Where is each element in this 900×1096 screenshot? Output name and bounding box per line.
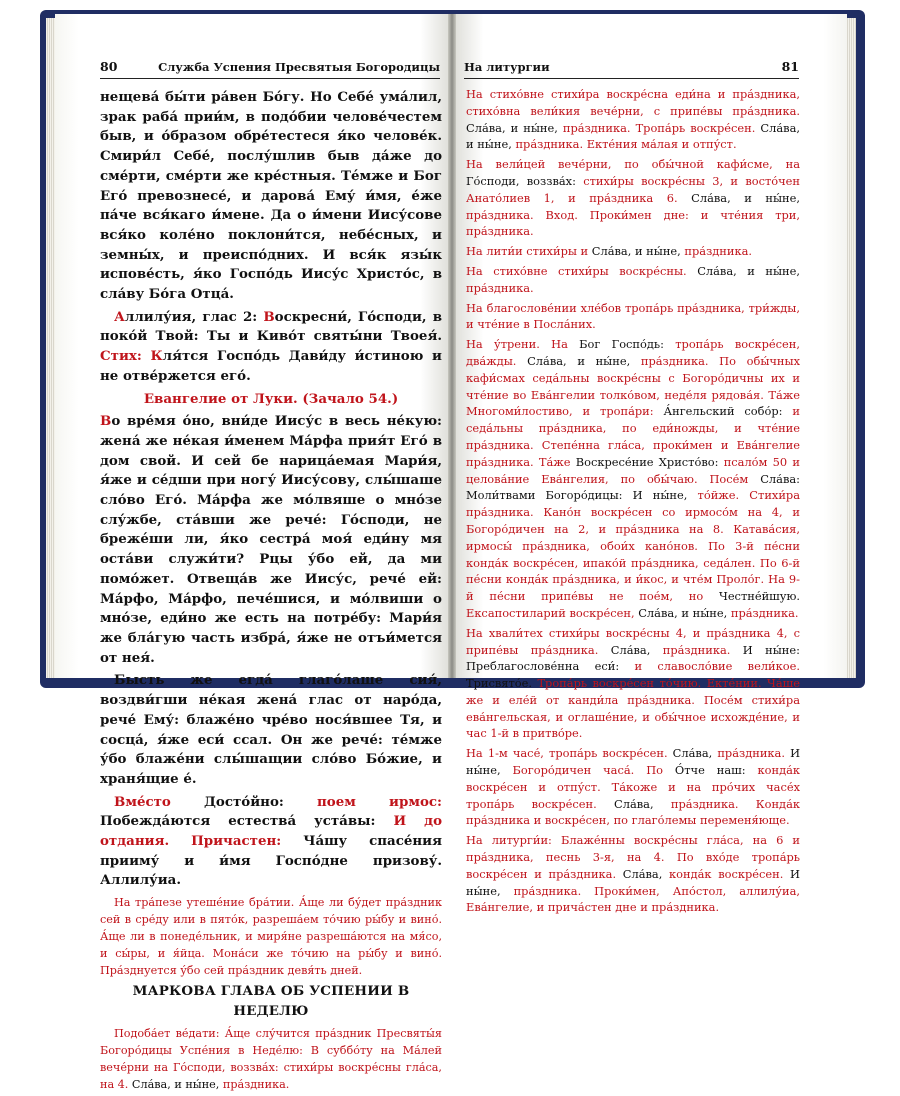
text-run: тропа́рь воскре́сен, два́жды. (466, 337, 800, 368)
text-run: К (150, 348, 163, 365)
text-run: Сла́ва, (672, 746, 718, 761)
text-run: Воскресе́ние Христо́во: (575, 454, 724, 469)
right-page-header (464, 58, 799, 79)
text-run: На 1-м часе́, тропа́рь воскре́сен. (466, 746, 673, 761)
text-run: пра́здника. (684, 244, 753, 259)
text-run: Сла́ва, и ны́не, (466, 120, 800, 152)
page-edges-right (846, 18, 856, 678)
text-run: ля́тся Госпо́дь Дави́ду и́стиною и не отве́ржется его́. (100, 348, 442, 384)
text-run: На тра́пезе утеше́ние бра́тии. А́ще ли бу́дет пра́здник сей в сре́ду или в пято́к, разреша́ем то́чию ры́бу и вино́. А́ще ли в понеде́льник, и миря́не разреша́ются на мя́со, и сы́ры, и я́йца. Мона́си же то́чию на ры́бу и вино́. Пра́зднуется у́бо сей пра́здник девя́ть дней. (100, 896, 442, 978)
paragraph (466, 300, 800, 334)
text-run: конда́к воскре́сен и отпу́ст. Та́коже и на про́чих часе́х тропа́рь воскре́сен. (466, 763, 800, 811)
paragraph (466, 243, 800, 260)
text-run: В (263, 308, 275, 325)
text-run: И ны́не: (742, 642, 800, 657)
text-run: Побежда́ются естества́ уста́вы: (100, 813, 394, 830)
text-run: На стихо́вне стихи́ра воскре́сна еди́на и пра́здника, стихо́вна вели́кия вече́рни, с припе́вы пра́здника. (466, 87, 800, 118)
text-run: О́тче наш: (674, 763, 758, 778)
text-run: Сла́ва, (614, 796, 671, 811)
paragraph (100, 671, 442, 789)
right-page (452, 14, 847, 915)
paragraph (466, 156, 800, 240)
left-page-header (100, 58, 440, 79)
text-run: И до отдания. Причастен: (100, 813, 442, 850)
left-page (55, 14, 452, 1091)
text-run: Честне́йшую. (719, 589, 800, 604)
text-run: Сла́ва, и ны́не, (466, 120, 563, 135)
text-run: Сла́ва, и ны́не, (131, 1077, 223, 1091)
text-run: Го́споди, воззва́х: (466, 173, 584, 188)
text-run: Ексапостиларий воскре́сен, (466, 605, 639, 620)
text-run: Ча́шу спасе́ния прииму́ и и́мя Госпо́дне призову́. Аллилу́иа. (100, 833, 442, 889)
text-run: о вре́мя о́но, вни́де Иису́с в весь не́кую: жена́ же не́кая и́менем Ма́рфа прия́т Его́ в дом свой. И сей бе нарица́емая Мари́я, я́же и се́дши при ногу́ Иису́сову, слы́шаше сло́во Его́. Ма́рфа же мо́лвяше о мно́зе слу́жбе, ста́вши же рече́: Го́споди, не брежéши ли, я́ко сестра́ моя́ еди́ну мя оста́ви служи́ти? Рцы у́бо ей, да ми помо́жет. Отвеща́в же Иису́с, рече́ ей: Ма́рфо, Ма́рфо, пече́шися, и мо́лвиши о мно́зе, еди́но же есть на потре́бу: Мари́я же бла́гую часть избра́, я́же не отъи́мется от нея́. (100, 413, 442, 666)
text-run: На у́трени. На (466, 337, 580, 352)
text-run: МАРКОВА ГЛАВА ОБ УСПЕНИИ В НЕДЕЛЮ (132, 983, 410, 1019)
paragraph (100, 1025, 442, 1093)
text-run: оскресни́, Го́споди, в поко́й Твой: Ты и Киво́т святы́ни Твоея́. (100, 308, 442, 345)
text-run: На хвали́тех стихи́ры воскре́сны 4, и пра́здника 4, с припе́вы пра́здника. (466, 625, 800, 657)
left-page-number: 80 (100, 59, 118, 74)
text-run: Сла́ва, и ны́не, (691, 190, 800, 205)
text-run: пра́здника. (466, 280, 534, 295)
section-heading (100, 390, 442, 410)
text-run: Досто́йно: (204, 793, 317, 810)
text-run: нещева́ бы́ти ра́вен Бо́гу. Но Себе́ ума́лил, зрак раба́ прии́м, в подо́бии челове́честем быв, и о́бразом обре́тестеся я́ко челове́к. Смири́л Себе́, послу́шлив быв да́же до сме́рти, сме́рти же кре́стныя. Тéмже и Бог Его́ превознесе́, и дарова́ Ему́ и́мя, е́же па́че вся́каго и́мене. Да о и́мени Иису́сове вся́ко коле́но поклони́тся, небе́сных, и земны́х, и преиспо́дних. И вся́к язы́к испове́сть, я́ко Госпо́дь Иису́с Христо́с, в сла́ву Бо́га Отца́. (100, 89, 442, 303)
paragraph (100, 793, 442, 892)
text-run: пра́здника. (730, 605, 799, 620)
paragraph (466, 832, 800, 916)
text-run: Сла́ва, и ны́не, (638, 605, 731, 620)
text-run: На вели́цей вече́рни, по обы́чной кафи́сме, на (466, 157, 800, 172)
right-running-title: На литургии (464, 60, 550, 74)
text-run: Стих: (100, 348, 151, 365)
text-run: пра́здника. Екте́ния ма́лая и отпу́ст. (515, 137, 737, 152)
text-run: конда́к воскре́сен. (669, 866, 791, 881)
text-run: На благослове́нии хле́бов тропа́рь пра́здника, три́жды, и чте́ние в Посла́них. (466, 300, 800, 332)
text-run: А (114, 308, 125, 325)
text-run: пра́здника. (717, 746, 791, 761)
paragraph (466, 263, 800, 297)
text-run: Евангелие от Луки. (Зачало 54.) (143, 390, 399, 407)
text-run: Сла́ва, и ны́не, (527, 353, 641, 368)
text-run: В (100, 413, 112, 430)
text-run: Тропа́рь воскре́сен то́чию. Екте́нии. Ча́ше же и еле́й от канди́ла пра́здника. Посе́м стихи́ра ева́нгельская, и оглаше́ние, и обы́чное исхожде́ние, и час 1-й в притво́ре. (466, 676, 800, 741)
text-run: На стихо́вне стихи́ры воскре́сны. (466, 263, 698, 278)
paragraph (100, 412, 442, 668)
right-page-number: 81 (781, 59, 799, 74)
text-run: пра́здника. Конда́к пра́здника и воскре́сен, по глаго́лемы переменя́юще. (466, 796, 800, 828)
paragraph (100, 88, 442, 305)
text-run: Сла́ва, (622, 866, 670, 881)
paragraph (466, 86, 800, 153)
text-run: А́нгельский собо́р: (663, 404, 793, 419)
text-run: ллилу́ия, глас 2: (124, 308, 264, 325)
text-run: Бог Госпо́дь: (579, 337, 676, 352)
text-run: стихи́ры воскре́сны 3, и восто́чен Анато́лиев 1, и пра́здника 6. (466, 173, 800, 205)
text-run: то́йже. Стихи́ра пра́здника. Кано́н воскре́сен со ирмосо́м на 4, и Богоро́дичен на 2, и пра́здника на 8. Катава́сия, ирмосы́ пра́здника, обои́х кано́нов. По 3-й пе́сни конда́к воскре́сен, ипако́й пра́здника, седа́лен. По 6-й пе́сни конда́к пра́здника, и и́кос, и чте́м Проло́г. На 9-й пе́сни припе́вы не пое́м, но (466, 488, 801, 604)
right-page-text (466, 86, 800, 919)
section-heading (100, 982, 442, 1021)
paragraph (466, 336, 800, 622)
text-run: На лити́и стихи́ры и (466, 244, 592, 259)
text-run: На литурги́и: Блаже́нны воскре́сны гла́са, на 6 и пра́здника, песнь 3-я, на 4. По вхо́де тропа́рь воскре́сен и пра́здника. (466, 833, 800, 881)
text-run: Богоро́дичен часа́. По (512, 763, 675, 778)
text-run: и седа́льны пра́здника, по еди́ножды, и чте́ние пра́здника. Степе́нна гла́са, проки́мен и Ева́нгелие пра́здника. Та́же (466, 404, 800, 469)
text-run: И ны́не, (466, 866, 800, 898)
text-run: Сла́ва, (610, 642, 663, 657)
text-run: Преблагослове́нна еси́: (466, 659, 635, 674)
text-run: Сла́ва, и ны́не, (697, 263, 800, 278)
book-gutter (448, 14, 456, 678)
text-run: псало́м 50 и целова́ние Ева́нгелия, по обы́чаю. Посе́м (466, 454, 800, 486)
text-run: И ны́не, (466, 746, 800, 778)
paragraph (100, 894, 442, 979)
left-page-text (100, 88, 442, 1096)
text-run: пра́здника. (662, 642, 743, 657)
text-run: Подоба́ет ве́дати: А́ще слу́чится пра́здник Пресвяты́я Богоро́дицы Успе́ния в Неде́лю: В суббо́ту на Ма́лей вече́рни на Го́споди, воззва́х: стихи́ры воскре́сны гла́са, на 4. (100, 1026, 442, 1091)
text-run: пра́здника. Проки́мен, Апо́стол, аллилу́иа, Ева́нгелие, и прича́стен дне и пра́здника. (466, 883, 801, 915)
text-run: Сла́ва: Моли́твами Богоро́дицы: И ны́не, (466, 471, 800, 503)
paragraph (100, 308, 442, 387)
text-run: поем ирмос: (317, 793, 442, 810)
text-run: Сла́ва, и ны́не, (591, 244, 685, 259)
paragraph (466, 745, 800, 829)
text-run: пра́здника. Вход. Проки́мен дне: и чте́ния три, пра́здника. (466, 207, 800, 239)
text-run: и славосло́вие вели́кое. (634, 659, 800, 674)
paragraph (466, 625, 800, 743)
text-run: пра́здника. По обы́чных кафи́смах седа́льны воскре́сны с Богоро́дичны их и чте́ние во Ева́нгелии толко́вом, неде́ля рядова́я. Та́же Многоми́лостиво, и тропа́ри: (466, 353, 800, 419)
text-run: пра́здника. (222, 1077, 290, 1091)
text-run: пра́здника. Тропа́рь воскре́сен. (562, 120, 761, 135)
left-running-title: Служба Успения Пресвятыя Богородицы (158, 60, 440, 74)
text-run: Бысть же егда́ глаго́лаше сия́, воздви́гши не́кая жена́ глас от наро́да, рече́ Ему́: блаже́но чре́во нося́вшее Тя, и сосца́, я́же еси́ ссал. Он же рече́: те́мже у́бо блаже́ни слы́шащии сло́во Бо́жие, и храня́щие е́. (100, 672, 442, 787)
text-run: Вме́сто (114, 793, 205, 810)
text-run: Трисвято́е. (466, 676, 538, 691)
